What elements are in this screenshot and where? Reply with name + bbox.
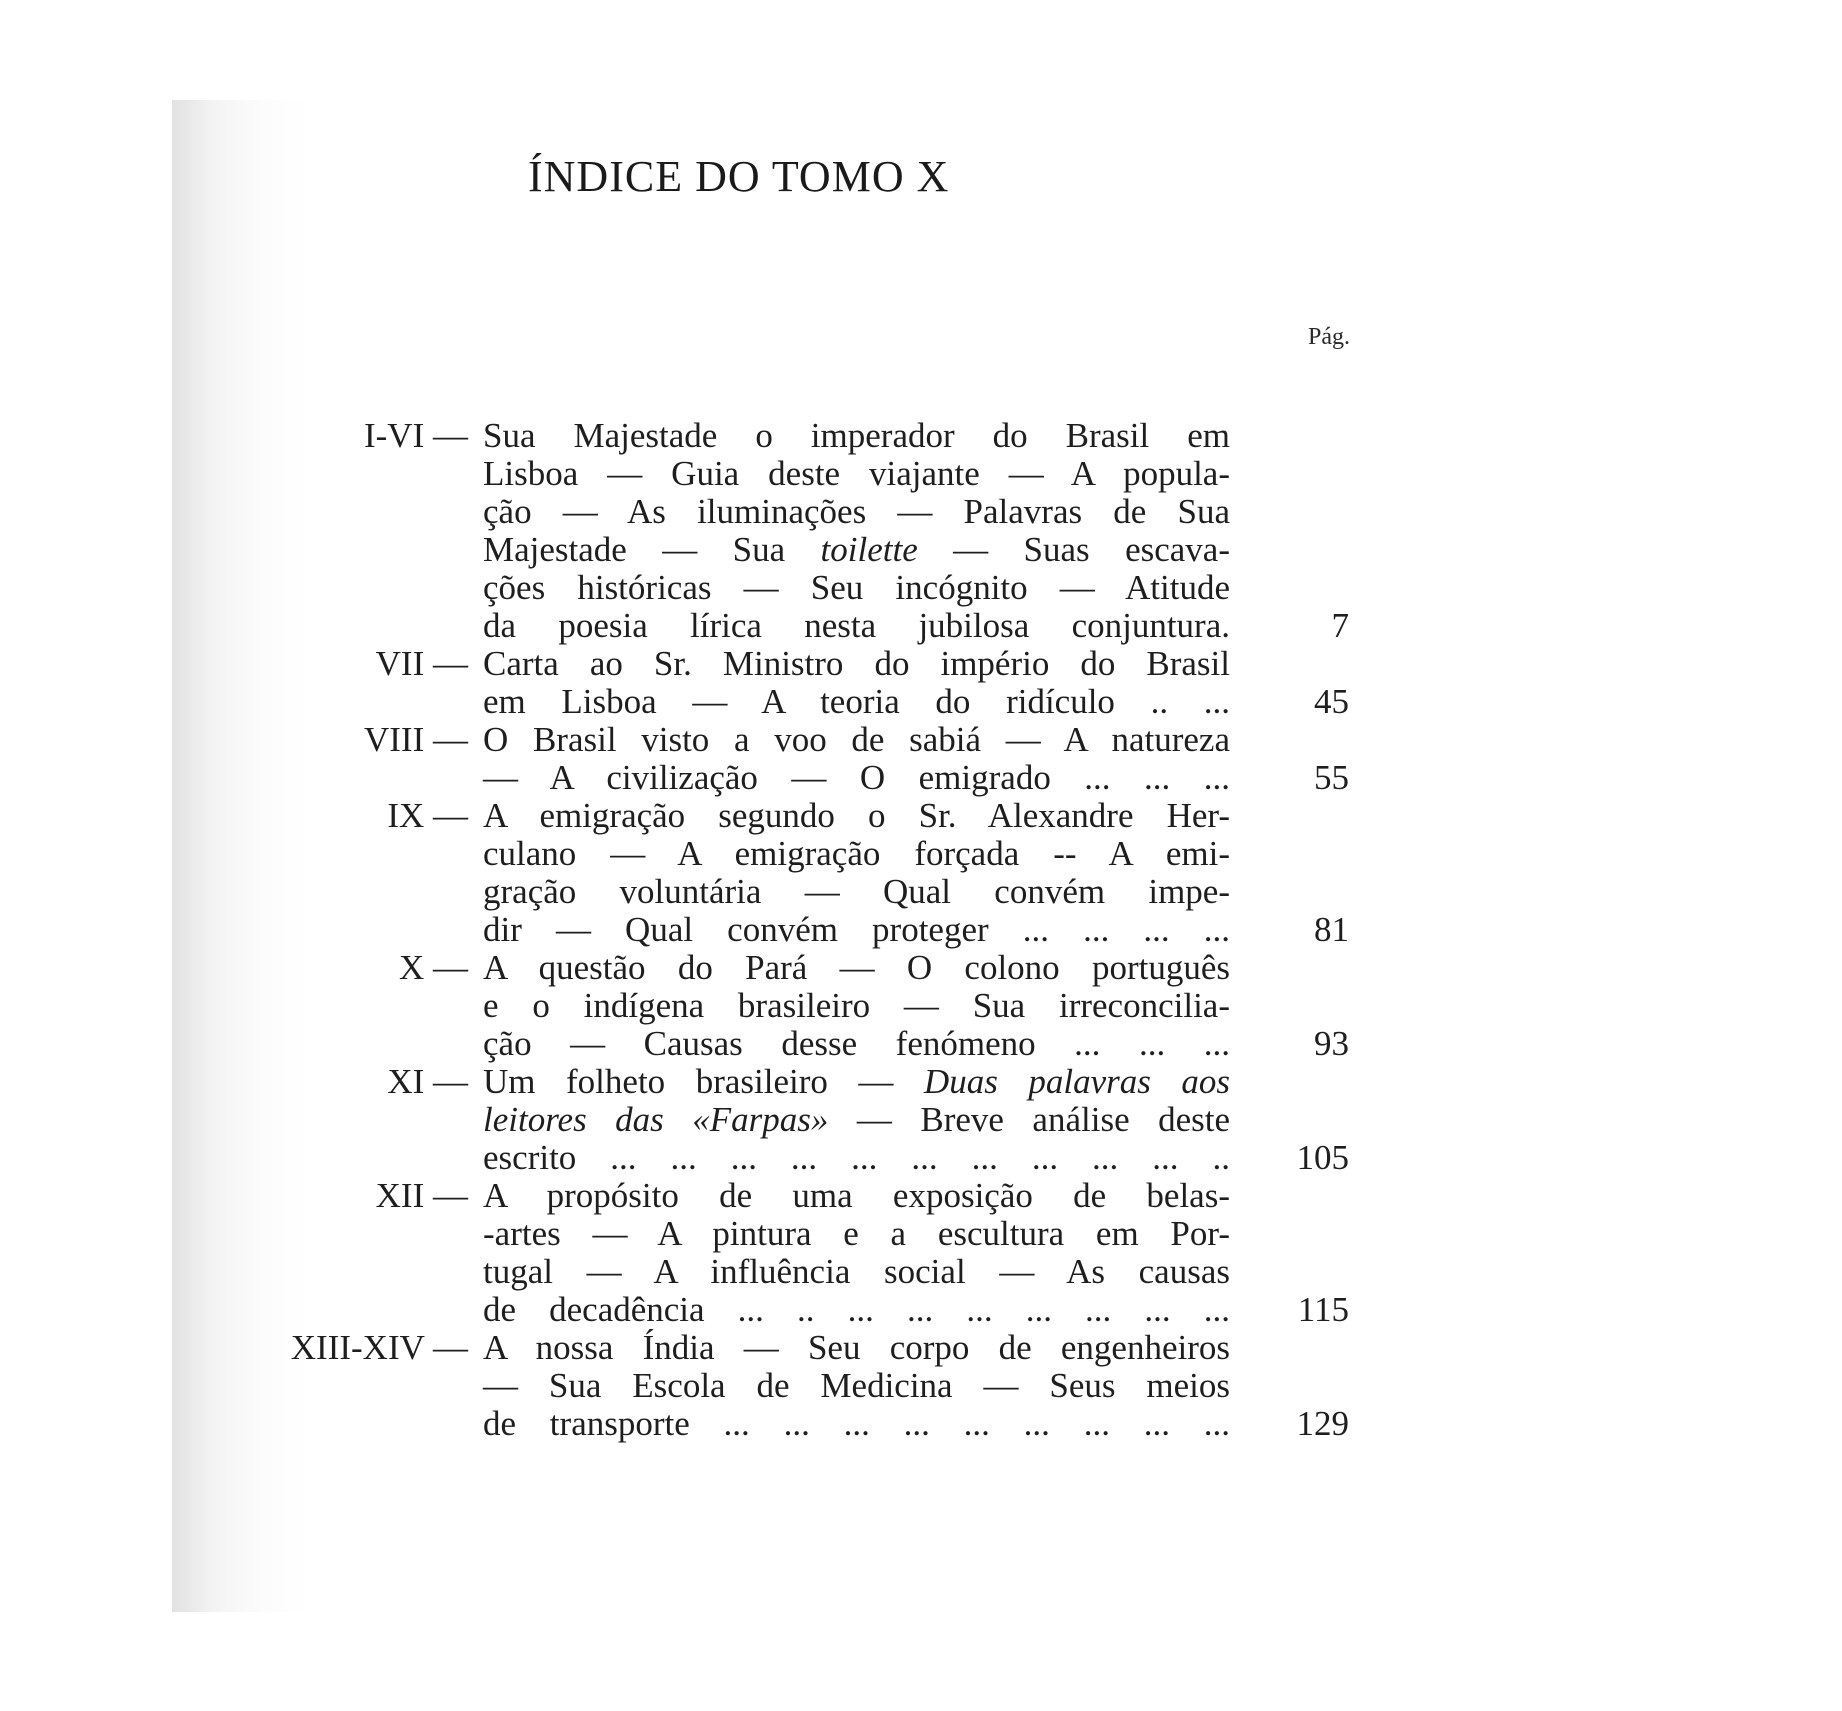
text-segment: culano — A emigração forçada -- A emi- <box>483 834 1230 873</box>
chapter-description-line <box>483 1329 1230 1367</box>
toc-line <box>0 1063 1842 1101</box>
toc-line <box>0 531 1842 569</box>
chapter-label: X — <box>398 948 468 987</box>
text-segment: escrito ... ... ... ... ... ... ... ... ... ... .. <box>483 1138 1230 1177</box>
toc-line <box>0 949 1842 987</box>
page-number: 55 <box>1314 758 1349 797</box>
chapter-description-line <box>483 1405 1230 1443</box>
chapter-description-line <box>483 1215 1230 1253</box>
toc-line <box>0 1405 1842 1443</box>
page-title: ÍNDICE DO TOMO X <box>528 152 950 201</box>
toc-line <box>0 1291 1842 1329</box>
text-segment: Lisboa — Guia deste viajante — A popula- <box>483 454 1230 493</box>
text-segment: A questão do Pará — O colono português <box>483 948 1230 987</box>
page-number: 45 <box>1314 682 1349 721</box>
toc-line <box>0 911 1842 949</box>
toc-line <box>0 835 1842 873</box>
toc-line <box>0 797 1842 835</box>
page-number: 129 <box>1296 1404 1349 1443</box>
italic-text: leitores das «Farpas» <box>483 1100 829 1139</box>
toc-line <box>0 683 1842 721</box>
text-segment: ção — Causas desse fenómeno ... ... ... <box>483 1024 1230 1063</box>
text-segment: gração voluntária — Qual convém impe- <box>483 872 1230 911</box>
text-segment: A nossa Índia — Seu corpo de engenheiros <box>483 1328 1230 1367</box>
chapter-description-line <box>483 493 1230 531</box>
chapter-description-line <box>483 607 1230 645</box>
text-segment: Carta ao Sr. Ministro do império do Brasil <box>483 644 1230 683</box>
toc-line <box>0 1139 1842 1177</box>
page-number: 7 <box>1331 606 1349 645</box>
toc-line <box>0 1329 1842 1367</box>
text-segment: de decadência ... .. ... ... ... ... ... ... ... <box>483 1290 1230 1329</box>
text-segment: — Breve análise deste <box>828 1100 1230 1139</box>
toc-line <box>0 607 1842 645</box>
chapter-description-line <box>483 455 1230 493</box>
page-number: 105 <box>1296 1138 1349 1177</box>
text-segment: tugal — A influência social — As causas <box>483 1252 1230 1291</box>
text-segment: e o indígena brasileiro — Sua irreconcilia- <box>483 986 1230 1025</box>
text-segment: dir — Qual convém proteger ... ... ... ... <box>483 910 1230 949</box>
text-segment: A propósito de uma exposição de belas- <box>483 1176 1230 1215</box>
toc-line <box>0 1253 1842 1291</box>
text-segment: — A civilização — O emigrado ... ... ... <box>483 758 1230 797</box>
toc-line <box>0 493 1842 531</box>
chapter-description-line <box>483 1177 1230 1215</box>
chapter-label: XII — <box>375 1176 468 1215</box>
italic-text: toilette <box>820 530 918 569</box>
chapter-description-line <box>483 1025 1230 1063</box>
chapter-description-line <box>483 987 1230 1025</box>
text-segment: ção — As iluminações — Palavras de Sua <box>483 492 1230 531</box>
page-number: 93 <box>1314 1024 1349 1063</box>
page-number: 81 <box>1314 910 1349 949</box>
text-segment: em Lisboa — A teoria do ridículo .. ... <box>483 682 1230 721</box>
chapter-label: XIII-XIV — <box>290 1328 468 1367</box>
toc-line <box>0 417 1842 455</box>
chapter-description-line <box>483 835 1230 873</box>
text-segment: — Sua Escola de Medicina — Seus meios <box>483 1366 1230 1405</box>
chapter-description-line <box>483 1253 1230 1291</box>
chapter-label: I-VI — <box>364 416 468 455</box>
chapter-description-line <box>483 721 1230 759</box>
chapter-description-line <box>483 1291 1230 1329</box>
text-segment: -artes — A pintura e a escultura em Por- <box>483 1214 1230 1253</box>
chapter-description-line <box>483 911 1230 949</box>
chapter-description-line <box>483 1139 1230 1177</box>
italic-text: Duas palavras aos <box>923 1062 1230 1101</box>
chapter-description-line <box>483 683 1230 721</box>
text-segment: O Brasil visto a voo de sabiá — A natureza <box>483 720 1230 759</box>
toc-line <box>0 455 1842 493</box>
text-segment: A emigração segundo o Sr. Alexandre Her- <box>483 796 1230 835</box>
chapter-description-line <box>483 1101 1230 1139</box>
chapter-description-line <box>483 645 1230 683</box>
chapter-description-line <box>483 873 1230 911</box>
chapter-description-line <box>483 1063 1230 1101</box>
text-segment: de transporte ... ... ... ... ... ... ... ... ... <box>483 1404 1230 1443</box>
toc-line <box>0 1025 1842 1063</box>
text-segment: Um folheto brasileiro — <box>483 1062 924 1101</box>
toc-line <box>0 1215 1842 1253</box>
toc-line <box>0 1177 1842 1215</box>
chapter-description-line <box>483 531 1230 569</box>
chapter-label: IX — <box>387 796 468 835</box>
toc-line <box>0 1101 1842 1139</box>
text-segment: — Suas escava- <box>917 530 1230 569</box>
text-segment: ções históricas — Seu incógnito — Atitude <box>483 568 1230 607</box>
chapter-description-line <box>483 417 1230 455</box>
chapter-description-line <box>483 797 1230 835</box>
chapter-label: VII — <box>375 644 468 683</box>
toc-line <box>0 645 1842 683</box>
chapter-description-line <box>483 1367 1230 1405</box>
toc-line <box>0 1367 1842 1405</box>
page-number: 115 <box>1297 1290 1349 1329</box>
chapter-description-line <box>483 949 1230 987</box>
chapter-label: VIII — <box>364 720 468 759</box>
chapter-description-line <box>483 569 1230 607</box>
text-segment: da poesia lírica nesta jubilosa conjuntura. <box>483 606 1230 645</box>
text-segment: Sua Majestade o imperador do Brasil em <box>483 416 1230 455</box>
toc-line <box>0 759 1842 797</box>
page-column-header: Pág. <box>1308 324 1350 350</box>
toc-line <box>0 987 1842 1025</box>
toc-line <box>0 873 1842 911</box>
toc-line <box>0 569 1842 607</box>
text-segment: Majestade — Sua <box>483 530 821 569</box>
toc-line <box>0 721 1842 759</box>
chapter-label: XI — <box>387 1062 468 1101</box>
chapter-description-line <box>483 759 1230 797</box>
